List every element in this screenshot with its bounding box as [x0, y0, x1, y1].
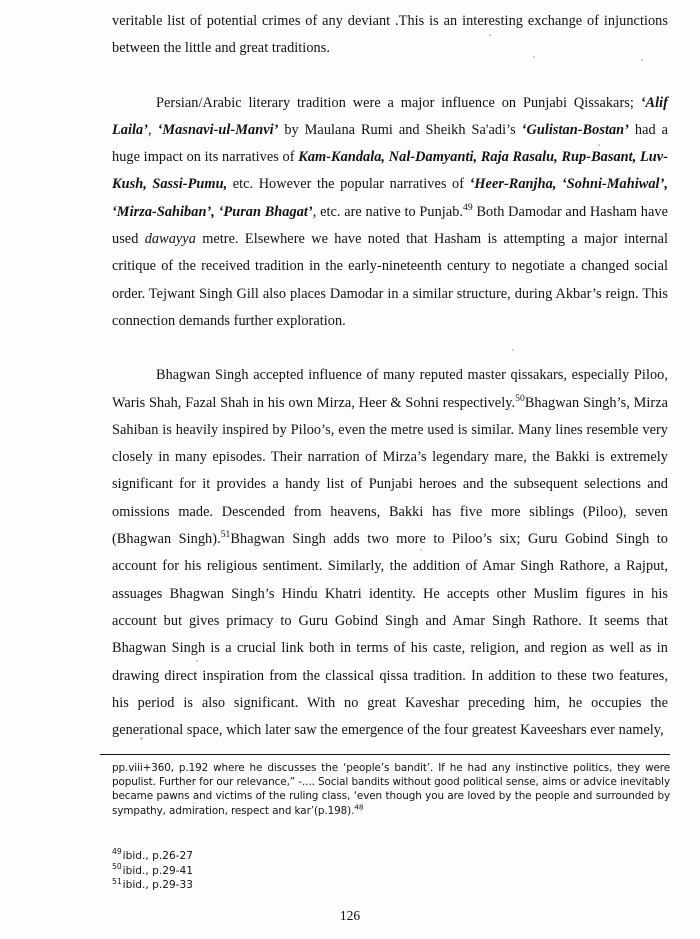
footnote-separator-rule [100, 754, 670, 755]
paragraph-1 [112, 8, 668, 63]
footnote-item [112, 849, 412, 864]
text-run: Both Damodar and Hasham have used [112, 203, 668, 248]
emphasised-title: ‘Masnavi-ul-Manvi’ [157, 121, 279, 138]
text-run: , etc. are native to Punjab. [312, 203, 464, 220]
footnote-item [112, 878, 412, 893]
footnote-marker: 51 [112, 876, 122, 886]
text-run: Bhagwan Singh adds two more to Piloo’s six; Guru Gobind Singh to account for his religious sentiment. Similarly, the addition of Amar Singh Rathore, a Rajput, assuages Bhagwan Singh’s Hindu Khatri identity. He accepts other Muslim figures in his account but gives primacy to Guru Gobind Singh and Amar Singh Rathore. It seems that Bhagwan Singh is a crucial link both in terms of his caste, religion, and region as well as in drawing direct inspiration from the classical qissa tradition. In addition to these two features, his period is also significant. With no great Kaveshar preceding him, he occupies the generational space, which later saw the emergence of the four greatest Kaveeshars ever namely, [112, 531, 668, 739]
text-run: metre. Elsewhere we have noted that Hasham is attempting a major internal critique of the received tradition in the early-nineteenth century to negotiate a changed social order. Tejwant Singh Gill also places Damodar in a similar structure, during Akbar’s reign. This connection demands further exploration. [112, 231, 669, 329]
footnote-marker: 50 [112, 862, 122, 872]
text-run: Bhagwan Singh accepted influence of many reputed master qissakars, especially Piloo, Waris Shah, Fazal Shah in his own Mirza, Heer & Sohni respectively. [112, 367, 668, 411]
emphasised-title: Kam-Kandala, Nal-Damyanti, Raja Rasalu, Rup-Basant, Luv-Kush, Sassi-Pumu, [112, 149, 668, 193]
text-run: , [148, 121, 158, 138]
footnote-text: ibid., p.29-41 [122, 864, 193, 877]
italic-term: dawayya [144, 231, 196, 248]
footnote-item [112, 864, 412, 879]
footnote-marker: 49 [112, 847, 122, 857]
paragraph-3 [112, 362, 668, 744]
page-body-text [112, 8, 668, 744]
text-run: Bhagwan Singh’s, Mirza Sahiban is heavily inspired by Piloo’s, even the metre used is similar. Many lines resemble very closely in many episodes. Their narration of Mirza’s legendary mare, the Bakki is extremely significant for it provides a handy list of Punjabi heroes and the subsequent selections and omissions made. Descended from heavens, Bakki has five more siblings (Piloo), seven (Bhagwan Singh). [112, 394, 668, 548]
text-run: veritable list of potential crimes of any deviant .This is an interesting exchange of injunctions between the little and great traditions. [112, 13, 668, 57]
emphasised-title: ‘Alif Laila’ [112, 94, 668, 138]
footnote-reference: 51 [220, 529, 231, 541]
footnote-reference: 48 [354, 802, 364, 812]
footnote-continuation-text [112, 761, 670, 818]
emphasised-title: ‘Gulistan-Bostan’ [521, 121, 629, 138]
page-number: 126 [339, 908, 361, 923]
text-run: by Maulana Rumi and Sheikh Sa'adi’s [278, 121, 522, 138]
footnote-continuation-block [112, 761, 670, 818]
footnote-reference: 50 [515, 392, 525, 404]
text-run: had a huge impact on its narratives of [112, 121, 669, 166]
emphasised-title: ‘Heer-Ranjha, ‘Sohni-Mahiwal’, ‘Mirza-Sahiban’, ‘Puran Bhagat’ [112, 176, 669, 220]
paragraph-2 [112, 90, 668, 336]
text-run: Persian/Arabic literary tradition were a major influence on Punjabi Qissakars; [156, 94, 641, 111]
text-run: etc. However the popular narratives of [227, 176, 470, 193]
footnote-continuation-body: pp.viii+360, p.192 where he discusses the ‘people’s bandit’. If he had any instinctive politics, they were populist. Further for our relevance,” -.... Social bandits without good political sense, aims or advice inevitably became pawns and victims of the ruling class, ‘even though you are loved by the people and surrounded by sympathy, admiration, respect and kar’(p.198). [112, 762, 670, 817]
footnote-reference: 49 [463, 202, 473, 214]
footnote-text: ibid., p.29-33 [122, 879, 193, 892]
footnote-text: ibid., p.26-27 [122, 850, 193, 862]
footnote-list [112, 849, 412, 893]
